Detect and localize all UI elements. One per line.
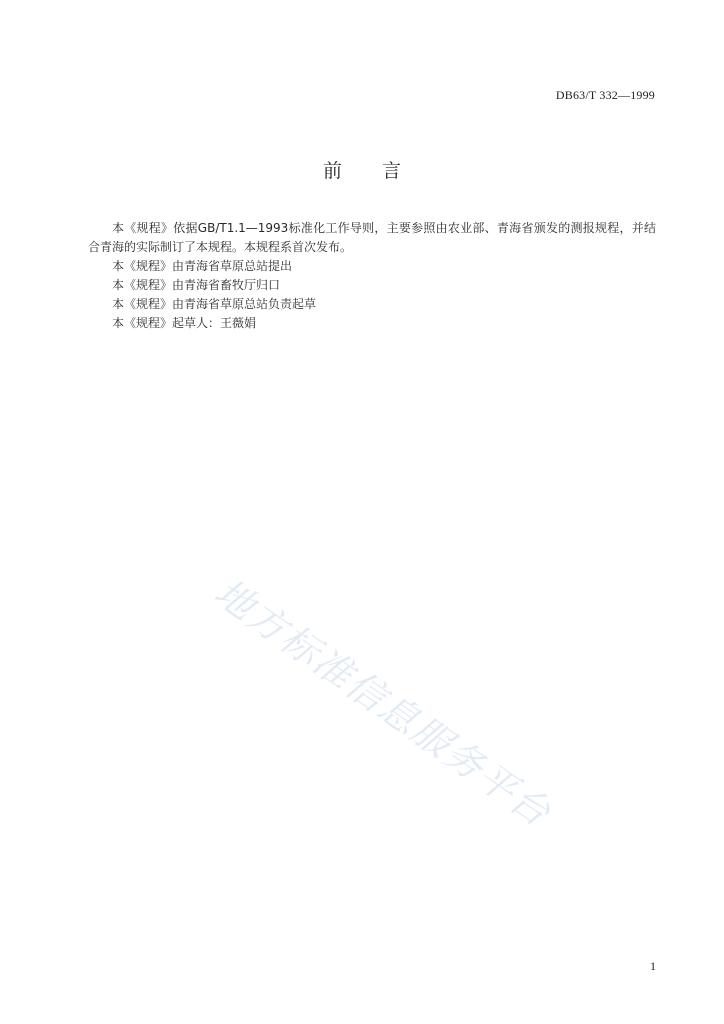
paragraph-drafters: 本《规程》起草人：王薇娟 — [112, 316, 257, 330]
page-number: 1 — [650, 959, 656, 973]
paragraph-drafting-unit: 本《规程》由青海省草原总站负责起草 — [112, 297, 317, 311]
title-char-2: 言 — [382, 160, 402, 182]
watermark: 地方标准信息服务平台 — [206, 570, 560, 836]
paragraph-authority: 本《规程》由青海省畜牧厅归口 — [112, 278, 281, 292]
paragraph-proposer: 本《规程》由青海省草原总站提出 — [112, 259, 293, 273]
page-title — [0, 156, 724, 183]
foreword-body — [88, 219, 656, 333]
document-code: DB63/T 332—1999 — [555, 88, 655, 102]
title-char-1: 前 — [322, 160, 342, 182]
paragraph-basis: 本《规程》依据GB/T1.1—1993标准化工作导则，主要参照由农业部、青海省颁发的测报规程，并结合青海的实际制订了本规程。本规程系首次发布。 — [88, 221, 656, 254]
